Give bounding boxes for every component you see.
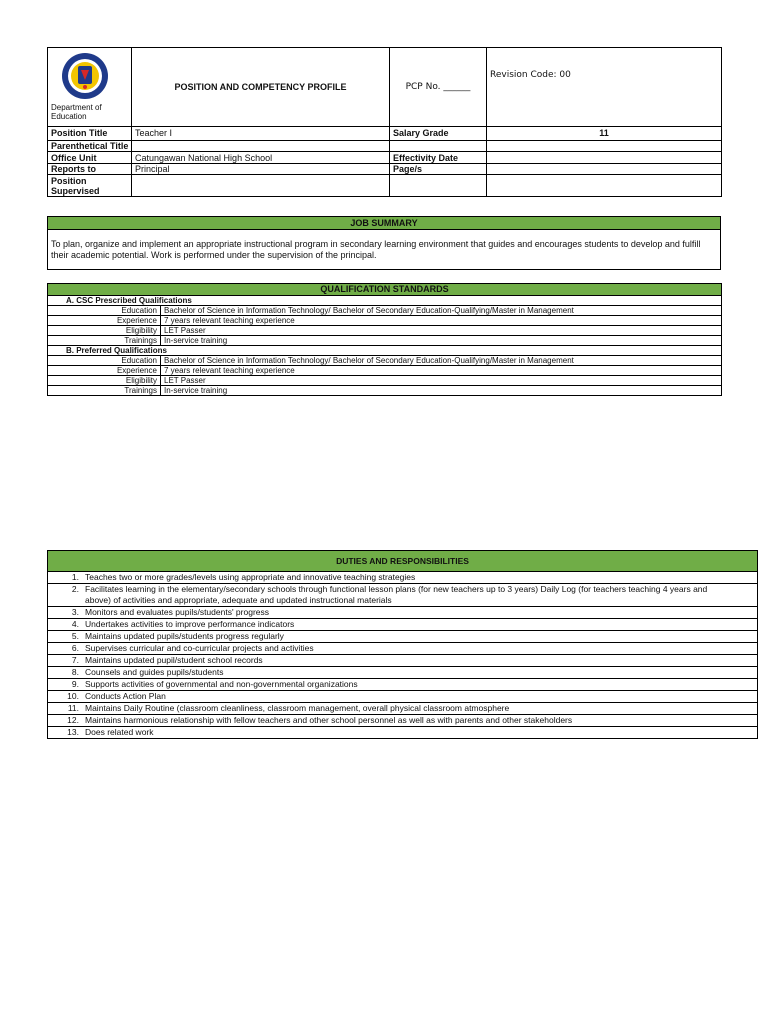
effectivity-date-label: Effectivity Date [390, 152, 487, 163]
duty-number: 13. [67, 727, 79, 737]
position-supervised-value [132, 175, 390, 197]
office-unit-value: Catungawan National High School [132, 152, 390, 163]
duty-row [48, 631, 758, 643]
position-title-value: Teacher I [132, 126, 390, 140]
reports-to-label: Reports to [48, 163, 132, 174]
parenthetical-title-value [132, 141, 390, 152]
deped-seal-icon [61, 52, 109, 100]
duty-text: Counsels and guides pupils/students [85, 667, 224, 677]
duty-row [48, 691, 758, 703]
duty-row [48, 703, 758, 715]
qualification-value: Bachelor of Science in Information Technology/ Bachelor of Secondary Education-Qualifying/Master in Management [161, 356, 722, 366]
duty-number: 11. [67, 703, 79, 713]
qualification-value: 7 years relevant teaching experience [161, 366, 722, 376]
position-title-label: Position Title [48, 126, 132, 140]
qualification-row [48, 356, 722, 366]
qualification-label: Education [48, 306, 161, 316]
duty-text: Teaches two or more grades/levels using appropriate and innovative teaching strategies [85, 572, 416, 582]
duty-number: 5. [71, 631, 79, 641]
duty-row [48, 715, 758, 727]
duty-number: 1. [71, 572, 79, 582]
duty-row [48, 679, 758, 691]
duty-text: Does related work [85, 727, 154, 737]
qualification-row [48, 316, 722, 326]
duty-text: Maintains Daily Routine (classroom cleanliness, classroom management, overall physical classroom atmosphere [85, 703, 510, 713]
office-unit-label: Office Unit [48, 152, 132, 163]
duties-heading: DUTIES AND RESPONSIBILITIES [48, 551, 758, 572]
parenthetical-title-label: Parenthetical Title [48, 141, 132, 152]
department-name: Department of Education [51, 103, 102, 121]
preferred-qualifications-label: B. Preferred Qualifications [48, 346, 722, 356]
duty-text: Facilitates learning in the elementary/secondary schools through functional lesson plans (for new teachers up to 3 years) Daily Log (for teachers teaching 4 years and above) of activities and appropriate, adequate and updated instructional materials [85, 584, 708, 605]
job-summary-heading: JOB SUMMARY [48, 217, 721, 230]
duty-text: Undertakes activities to improve performance indicators [85, 619, 295, 629]
duty-text: Conducts Action Plan [85, 691, 166, 701]
qualification-value: LET Passer [161, 326, 722, 336]
duty-row [48, 643, 758, 655]
salary-grade-label: Salary Grade [390, 126, 487, 140]
duty-text: Maintains updated pupil/student school records [85, 655, 263, 665]
duty-row [48, 584, 758, 607]
position-supervised-label: Position Supervised [48, 175, 132, 197]
duty-text: Maintains harmonious relationship with fellow teachers and other school personnel as well as with parents and other stakeholders [85, 715, 573, 725]
duty-row [48, 572, 758, 584]
duty-text: Supervises curricular and co-curricular projects and activities [85, 643, 314, 653]
qualification-value: 7 years relevant teaching experience [161, 316, 722, 326]
qualification-value: In-service training [161, 386, 722, 396]
duty-row [48, 619, 758, 631]
duty-row [48, 727, 758, 739]
duty-number: 7. [71, 655, 79, 665]
logo-cell [48, 48, 132, 127]
duty-text: Supports activities of governmental and non-governmental organizations [85, 679, 358, 689]
qualification-label: Experience [48, 316, 161, 326]
job-summary-text: To plan, organize and implement an appropriate instructional program in secondary learning environment that guides and encourages students to develop and fulfill their academic potential. Work is performed under the supervision of the principal. [48, 230, 721, 270]
empty-cell [487, 141, 722, 152]
job-summary-table [47, 216, 721, 270]
qualification-label: Eligibility [48, 326, 161, 336]
csc-qualifications-label: A. CSC Prescribed Qualifications [48, 296, 722, 306]
pages-label: Page/s [390, 163, 487, 174]
duty-number: 2. [71, 584, 79, 594]
document-title: POSITION AND COMPETENCY PROFILE [132, 48, 390, 127]
duty-number: 12. [67, 715, 79, 725]
profile-header-table [47, 47, 722, 197]
empty-cell [390, 175, 487, 197]
duty-number: 8. [71, 667, 79, 677]
qualification-value: Bachelor of Science in Information Technology/ Bachelor of Secondary Education-Qualifying/Master in Management [161, 306, 722, 316]
qualification-row [48, 366, 722, 376]
qualification-heading: QUALIFICATION STANDARDS [48, 284, 722, 296]
qualification-label: Trainings [48, 336, 161, 346]
salary-grade-value: 11 [487, 126, 722, 140]
duty-number: 10. [67, 691, 79, 701]
qualification-label: Trainings [48, 386, 161, 396]
qualification-row [48, 336, 722, 346]
effectivity-date-value [487, 152, 722, 163]
qualification-standards-table [47, 283, 722, 396]
qualification-row [48, 376, 722, 386]
empty-cell [390, 141, 487, 152]
qualification-label: Experience [48, 366, 161, 376]
revision-code: Revision Code: 00 [487, 48, 722, 127]
qualification-row [48, 306, 722, 316]
duty-row [48, 655, 758, 667]
pcp-number: PCP No. ______ [390, 48, 487, 127]
duty-number: 4. [71, 619, 79, 629]
duty-row [48, 607, 758, 619]
duty-number: 6. [71, 643, 79, 653]
qualification-row [48, 326, 722, 336]
qualification-label: Eligibility [48, 376, 161, 386]
duty-number: 3. [71, 607, 79, 617]
duty-number: 9. [71, 679, 79, 689]
qualification-value: In-service training [161, 336, 722, 346]
pages-value [487, 163, 722, 174]
empty-cell [487, 175, 722, 197]
qualification-value: LET Passer [161, 376, 722, 386]
duty-text: Maintains updated pupils/students progress regularly [85, 631, 284, 641]
qualification-row [48, 386, 722, 396]
duty-row [48, 667, 758, 679]
duties-table [47, 550, 758, 739]
duty-text: Monitors and evaluates pupils/students' progress [85, 607, 270, 617]
qualification-label: Education [48, 356, 161, 366]
reports-to-value: Principal [132, 163, 390, 174]
